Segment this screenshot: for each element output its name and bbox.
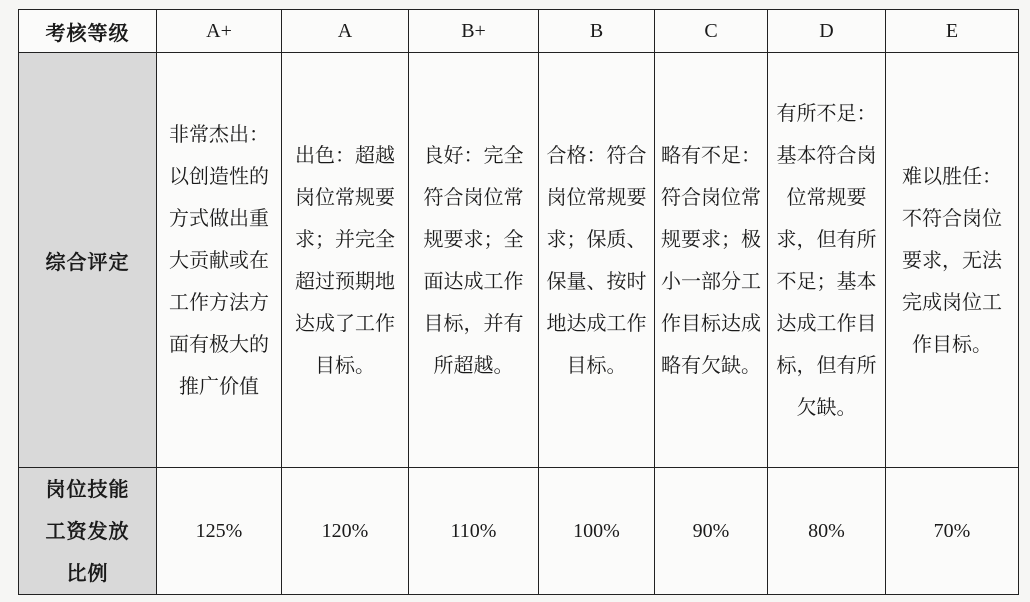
ratio-row — [19, 468, 1019, 595]
ratio-cell: 110% — [409, 468, 539, 595]
evaluation-text: 良好：完全符合岗位常规要求；全面达成工作目标，并有所超越。 — [423, 143, 524, 377]
grade-header: E — [886, 10, 1019, 53]
evaluation-text: 合格：符合岗位常规要求；保质、保量、按时地达成工作目标。 — [546, 143, 647, 377]
evaluation-cell — [157, 53, 282, 468]
grade-header: B — [539, 10, 655, 53]
grade-table — [18, 9, 1019, 595]
evaluation-cell — [282, 53, 409, 468]
grade-header: C — [655, 10, 768, 53]
grade-table-container — [18, 9, 1019, 595]
ratio-cell: 90% — [655, 468, 768, 595]
ratio-cell: 120% — [282, 468, 409, 595]
evaluation-text: 略有不足：符合岗位常规要求；极小一部分工作目标达成略有欠缺。 — [661, 143, 761, 377]
evaluation-text: 出色：超越岗位常规要求；并完全超过预期地达成了工作目标。 — [295, 143, 395, 377]
ratio-cell: 100% — [539, 468, 655, 595]
evaluation-text: 非常杰出：以创造性的方式做出重大贡献或在工作方法方面有极大的推广价值 — [169, 122, 269, 398]
evaluation-cell — [539, 53, 655, 468]
evaluation-row-label: 综合评定 — [19, 53, 157, 468]
evaluation-row — [19, 53, 1019, 468]
ratio-row-label — [19, 468, 157, 595]
header-row — [19, 10, 1019, 53]
evaluation-text: 有所不足：基本符合岗位常规要求，但有所不足；基本达成工作目标，但有所欠缺。 — [776, 101, 877, 419]
evaluation-cell — [409, 53, 539, 468]
grade-header: D — [768, 10, 886, 53]
evaluation-cell — [886, 53, 1019, 468]
grade-header: B+ — [409, 10, 539, 53]
ratio-row-label-text: 岗位技能工资发放比例 — [45, 477, 130, 585]
ratio-cell: 70% — [886, 468, 1019, 595]
grade-header: A+ — [157, 10, 282, 53]
evaluation-cell — [768, 53, 886, 468]
ratio-cell: 80% — [768, 468, 886, 595]
ratio-cell: 125% — [157, 468, 282, 595]
header-label: 考核等级 — [19, 10, 157, 53]
grade-header: A — [282, 10, 409, 53]
evaluation-cell — [655, 53, 768, 468]
evaluation-text: 难以胜任：不符合岗位要求，无法完成岗位工作目标。 — [902, 164, 1002, 356]
